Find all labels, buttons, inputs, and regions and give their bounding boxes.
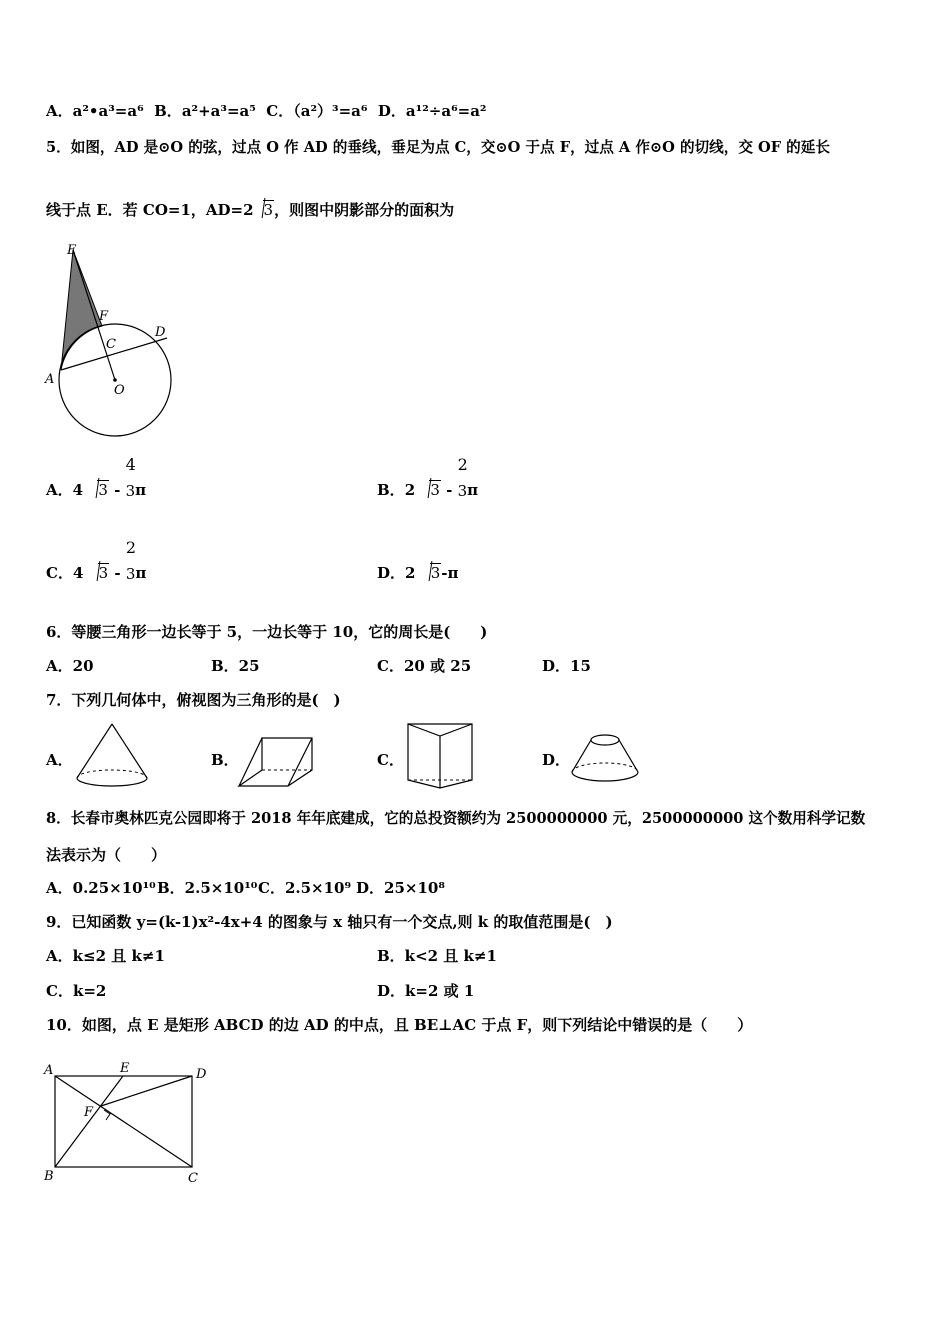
q8-option-b: B．2.5×10¹⁰ xyxy=(157,879,258,897)
q5-opt-c-sqrt xyxy=(89,563,110,583)
triangular-prism-upright-icon xyxy=(404,720,476,792)
q5-opt-b-pi: π xyxy=(467,481,479,499)
q5-opt-a-minus: - xyxy=(114,481,121,499)
q5-opt-a-numerator: 4 xyxy=(125,455,136,474)
q4-opt-a-label: A． xyxy=(46,102,73,120)
q5-option-d xyxy=(377,563,458,583)
q5-stem-line1: 5．如图，AD 是⊙O 的弦，过点 O 作 AD 的垂线，垂足为点 C，交⊙O 于点 F，过点 A 作⊙O 的切线，交 OF 的延长 xyxy=(46,139,830,156)
q8-stem-line2: 法表示为（ ） xyxy=(46,846,167,864)
q6-option-b: B．25 xyxy=(211,657,260,675)
q5-opt-b-fraction xyxy=(457,455,468,501)
q5-label-c: C xyxy=(106,337,116,352)
q7-stem: 7．下列几何体中，俯视图为三角形的是( ) xyxy=(46,691,341,709)
q8-option-d: D．25×10⁸ xyxy=(356,879,445,897)
frustum-icon xyxy=(568,728,642,790)
q9-option-b: B．k<2 且 k≠1 xyxy=(377,947,497,965)
q5-opt-a-denominator: 3 xyxy=(125,482,136,500)
q6-option-a: A．20 xyxy=(46,657,94,675)
q4-opt-d-label: D． xyxy=(377,102,406,120)
q5-label-o: O xyxy=(114,383,125,398)
q5-opt-b-denominator: 3 xyxy=(457,482,468,500)
q5-option-c xyxy=(46,538,147,584)
cone-icon xyxy=(72,720,152,792)
q5-opt-d-tail: -π xyxy=(441,564,459,582)
q5-label-a: A xyxy=(45,372,55,387)
q7-option-a: A． xyxy=(46,751,73,769)
q10-line-be xyxy=(55,1076,123,1167)
q7-option-d: D． xyxy=(542,751,571,769)
q10-label-a: A xyxy=(44,1063,54,1078)
q4-opt-d-text: a¹²÷a⁶=a² xyxy=(405,102,487,120)
q5-stem-line2 xyxy=(46,200,454,220)
q5-opt-c-minus: - xyxy=(114,564,121,582)
q5-opt-c-numerator: 2 xyxy=(125,538,137,557)
q10-label-e: E xyxy=(120,1061,130,1076)
q5-opt-a-coef: 4 xyxy=(72,481,84,499)
q7-option-c: C． xyxy=(377,751,404,769)
q10-figure xyxy=(40,1058,215,1188)
q5-opt-a-fraction xyxy=(125,455,136,501)
q5-opt-d-sqrt xyxy=(421,563,442,583)
q5-opt-a-radicand: 3 xyxy=(98,481,108,499)
q5-opt-b-sqrt xyxy=(420,480,441,500)
q10-stem: 10．如图，点 E 是矩形 ABCD 的边 AD 的中点，且 BE⊥AC 于点 F，则下列结论中错误的是（ ） xyxy=(46,1016,753,1034)
q6-stem: 6．等腰三角形一边长等于 5，一边长等于 10，它的周长是( ) xyxy=(46,623,488,641)
q5-opt-d-radicand: 3 xyxy=(430,564,441,582)
q5-line2-pre: 线于点 E．若 CO=1，AD=2 xyxy=(46,201,254,219)
q5-opt-d-label: D． xyxy=(377,564,406,582)
q5-line2-post: ，则图中阴影部分的面积为 xyxy=(274,201,455,219)
q5-label-e: E xyxy=(67,243,77,258)
q5-opt-a-pi: π xyxy=(135,481,147,499)
q4-opt-b-text: a²+a³=a⁵ xyxy=(181,102,256,120)
q5-opt-c-radicand: 3 xyxy=(98,564,109,582)
q5-opt-c-pi: π xyxy=(135,564,147,582)
q9-option-c: C．k=2 xyxy=(46,982,107,1000)
q5-opt-c-denominator: 3 xyxy=(125,565,136,583)
q10-label-b: B xyxy=(44,1169,54,1184)
q4-options xyxy=(46,101,487,121)
q5-opt-c-coef: 4 xyxy=(72,564,84,582)
q9-option-a: A．k≤2 且 k≠1 xyxy=(46,947,165,965)
q9-stem: 9．已知函数 y=(k-1)x²-4x+4 的图象与 x 轴只有一个交点,则 k 的取值范围是( ) xyxy=(46,913,613,931)
q4-opt-c-text: （a²）³=a⁶ xyxy=(293,102,368,120)
q4-opt-c-label: C． xyxy=(266,102,294,120)
q10-label-c: C xyxy=(188,1171,198,1186)
q8-option-c: C．2.5×10⁹ xyxy=(258,879,352,897)
q5-opt-b-label: B． xyxy=(377,481,405,499)
q10-label-f: F xyxy=(84,1105,94,1120)
q5-option-b xyxy=(377,455,479,501)
q5-opt-b-radicand: 3 xyxy=(430,481,440,499)
q5-opt-a-sqrt xyxy=(88,480,109,500)
q5-opt-b-coef: 2 xyxy=(404,481,416,499)
q7-option-b: B． xyxy=(211,751,239,769)
triangular-prism-lying-icon xyxy=(236,732,316,790)
q5-label-d: D xyxy=(155,325,166,340)
q4-opt-a-text: a²•a³=a⁶ xyxy=(72,102,144,120)
q5-opt-b-minus: - xyxy=(446,481,453,499)
q5-option-a xyxy=(46,455,147,501)
q5-label-f: F xyxy=(99,309,109,324)
q5-opt-a-label: A． xyxy=(46,481,73,499)
q5-sqrt xyxy=(254,200,275,220)
q9-option-d: D．k=2 或 1 xyxy=(377,982,475,1000)
q8-option-a: A．0.25×10¹⁰ xyxy=(46,879,156,897)
q5-opt-c-fraction xyxy=(125,538,137,584)
q6-option-c: C．20 或 25 xyxy=(377,657,472,675)
q5-opt-c-label: C． xyxy=(46,564,73,582)
q5-opt-d-coef: 2 xyxy=(405,564,416,582)
q4-opt-b-label: B． xyxy=(154,102,182,120)
q10-diagonal-ac xyxy=(55,1076,192,1167)
q5-opt-b-numerator: 2 xyxy=(457,455,468,474)
q5-center-dot xyxy=(113,378,117,382)
q8-stem-line1: 8．长春市奥林匹克公园即将于 2018 年年底建成，它的总投资额约为 2500000000 元，2500000000 这个数用科学记数 xyxy=(46,810,866,827)
q5-figure xyxy=(40,238,190,448)
q5-sqrt-radicand: 3 xyxy=(263,201,274,219)
q6-option-d: D．15 xyxy=(542,657,591,675)
q10-line-df xyxy=(101,1076,192,1106)
q10-label-d: D xyxy=(196,1067,207,1082)
